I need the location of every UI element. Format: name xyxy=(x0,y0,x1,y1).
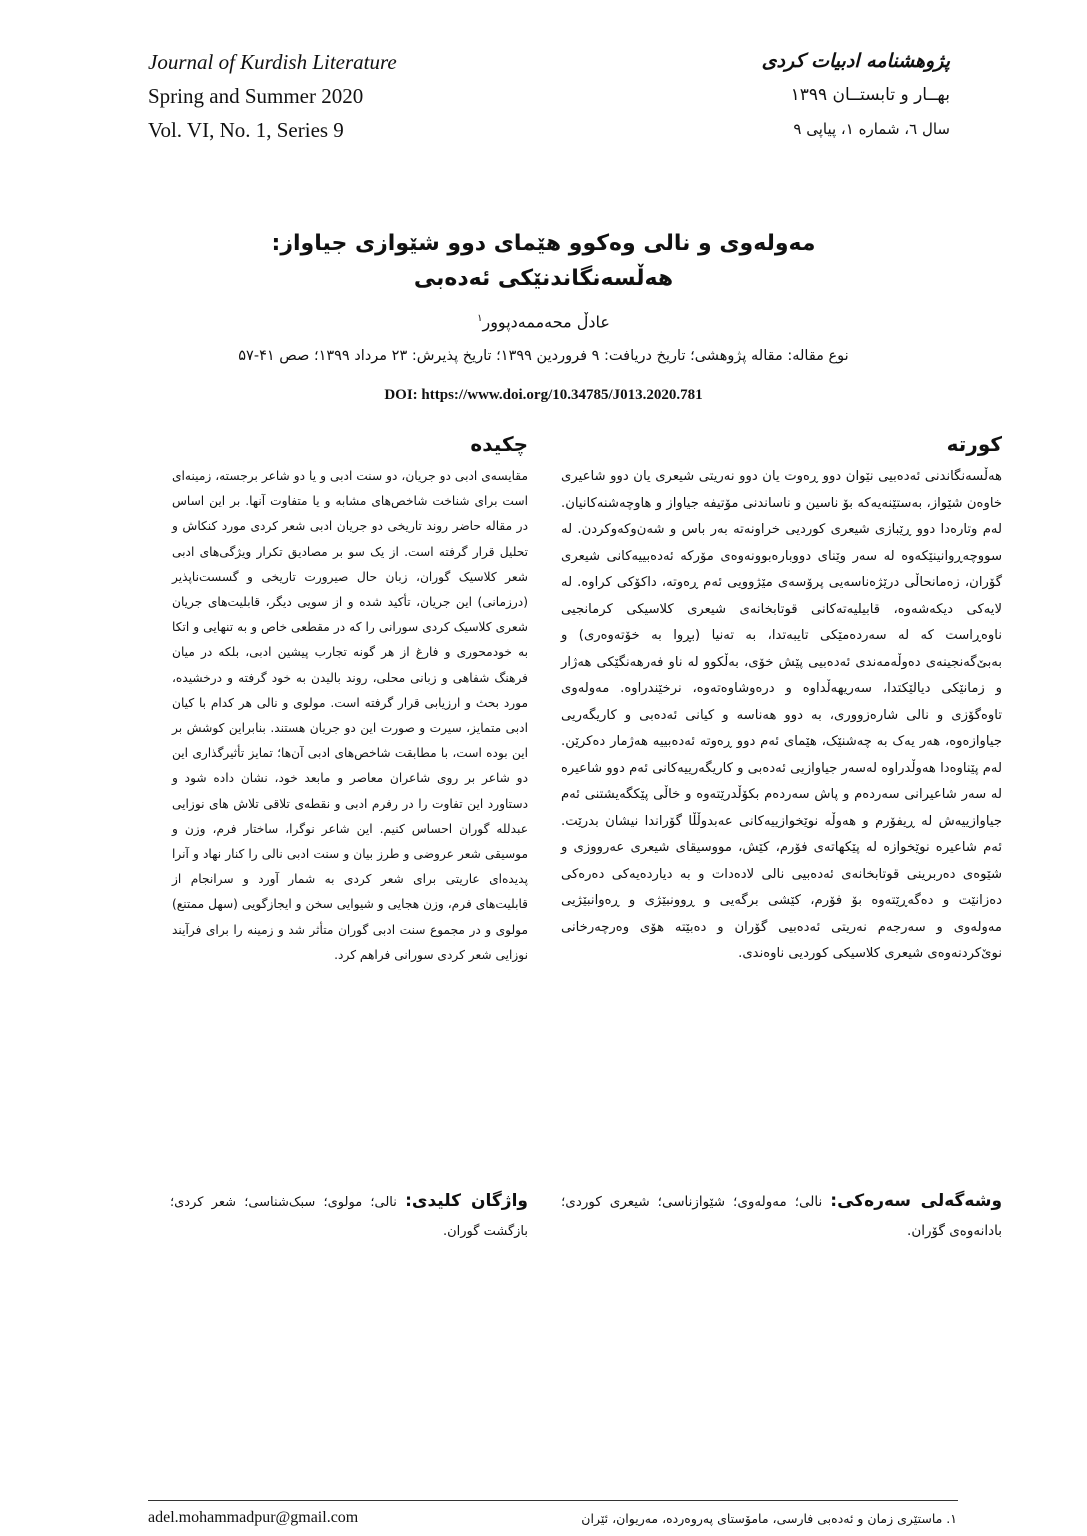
author-footnote: ۱. ماستێری زمان و ئەدەبی فارسی، مامۆستای پەروەردە، مەریوان، ئێران xyxy=(581,1511,957,1526)
keywords-persian xyxy=(170,1187,528,1246)
keywords-persian-text: نالی؛ مولوی؛ سبک‌شناسی؛ شعر کردی؛ بازگشت گوران. xyxy=(170,1195,528,1239)
header-english xyxy=(148,45,568,147)
author-email[interactable]: adel.mohammadpur@gmail.com xyxy=(148,1509,359,1526)
abstract-persian-heading: چکیده xyxy=(470,432,528,456)
author-note-mark: ۱ xyxy=(477,313,483,324)
season-en: Spring and Summer 2020 xyxy=(148,84,364,108)
journal-name-en: Journal of Kurdish Literature xyxy=(148,50,397,74)
abstract-persian xyxy=(172,428,528,968)
author-name: عادڵ محەممەدپوور xyxy=(482,312,610,332)
doi-link[interactable]: DOI: https://www.doi.org/10.34785/J013.2020.781 xyxy=(384,387,703,403)
article-title xyxy=(100,226,987,296)
abstract-kurdish xyxy=(561,428,1002,968)
author-line xyxy=(100,305,987,336)
keywords-kurdish xyxy=(561,1187,1002,1246)
abstract-persian-body: مقایسه‌ی ادبی دو جریان، دو سنت ادبی و یا دو شاعر برجسته، زمینه‌ای است برای شناخت شاخص‌های مشابه و یا متفاوت آنها. بر این اساس در مقاله حاضر روند تاریخی دو جریان ادبی شعر کردی مورد کنکاش و تحلیل قرار گرفته است. از یک سو بر مصادیق تکرار ویژگی‌های ادبی شعر کلاسیک گوران، زبان حال صیرورت تاریخی و گسست‌ناپذیر (درزمانی) این جریان، تأکید شده و از سویی دیگر، قابلیت‌های جریان شعری کلاسیک کردی سورانی را که در مقطعی خاص و به تنهایی و اتکا به خودمحوری و فارغ از هر گونه تجارب پیشین ادبی، بلکه در میان فرهنگ شفاهی و زبانی محلی، روند بالیدن به خود گرفته و درخشیده، مورد بحث و ارزیابی قرار گرفته است. مولوی و نالی هر کدام با کیان ادبی متمایز، سیرت و صورت این دو جریان هستند. بنابراین کوشش بر این بوده است، با مطابقت شاخص‌های ادبی آن‌ها؛ تمایز تأثیرگذاری این دو شاعر بر روی شاعران معاصر و مابعد خود، نشان داده شود و دستاورد این تفاوت را در رفرم ادبی و نقطه‌ی تلاقی تلاش های نوزایی عبدلله گوران احساس کنیم. این شاعر نوگرا، ساختار فرم، وزن و موسیقی شعر عروضی و طرز بیان و سنت ادبی نالی را کنار نهاد و آنرا پدیده‌ای عاریتی برای شعر کردی به شمار آورد و سرانجام از قابلیت‌های فرم، وزن هجایی و شیوایی سخن و ایجازگویی (سهل ممتنع) مولوی و در مجموع سنت ادبی گوران متأثر شد و زمینه را برای فرآیند نوزایی شعر کردی سورانی فراهم کرد. xyxy=(172,469,528,962)
keywords-kurdish-text: نالی؛ مەولەوی؛ شێوازناسی؛ شیعری کوردی؛ بادانەوەی گۆران. xyxy=(561,1194,1002,1239)
footer-divider xyxy=(148,1500,958,1501)
keywords-kurdish-label: وشەگەلی سەرەکی: xyxy=(830,1191,1003,1211)
volume-en: Vol. VI, No. 1, Series 9 xyxy=(148,118,344,142)
keywords-persian-label: واژگان کلیدی: xyxy=(405,1191,528,1211)
title-line-1: مەولەوی و نالی وەکوو هێمای دوو شێوازی جیاواز: xyxy=(271,231,816,256)
volume-fa: سال ٦، شماره ۱، پیاپی ۹ xyxy=(793,120,950,138)
article-meta: نوع مقاله: مقاله پژوهشی؛ تاریخ دریافت: ۹ فروردین ۱۳۹۹؛ تاریخ پذیرش: ۲۳ مرداد ۱۳۹۹؛ صص ۴۱-۵۷ xyxy=(238,348,849,364)
abstract-kurdish-body: هەڵسەنگاندنی ئەدەبیی نێوان دوو ڕەوت یان دوو نەریتی شیعری یان دوو شاعیری خاوەن شێواز، بەستێنەیەکە بۆ ناسین و ناساندنی مۆتیفە جیاواز و هاوچەشنەکانیان. لەم وتارەدا دوو ڕێبازی شیعری کوردیی خراونەتە بەر باس و شەن‌وکەوکردن. لە سووچەڕوانینێکەوە لە سەر وێنای دووبارەبوونەوەی مۆرکە ئەدەبییەکانی شیعری گۆران، زەمانحاڵی درێژەناسەیی پرۆسەی مێژوویی ئەم ڕەوتە، داکۆکی کراوە. لە لایەکی دیکەشەوە، قابیلیەتەکانی قوتابخانەی شیعری کلاسیکی کرمانجیی ناوەڕاست کە لە سەردەمێکی تایبەتدا، بە تەنیا (بڕوا بە خۆتەوەری) و بەبێ‌گەنجینەی دەوڵەمەندی ئەدەبیی پێش خۆی، بەڵکوو لە ناو فەرهەنگێکی هەژار و زمانێکی دیالێکتدا، سەریهەڵداوە و درەوشاوەتەوە، نرخێندراوە. مەولەوی تاوەگۆزی و نالی شارەزووری، بە دوو هەناسە و کیانی ئەدەبی و کاریگەریی جیاوازەوە، هەر یەک بە چەشنێک، هێمای ئەم دوو ڕەوتە ئەدەبییە هەژمار دەکرێن. لەم پێناوەدا هەوڵدراوە لەسەر جیاوازیی ئەدەبی و کاریگەرییەکانی ئەم دوو شاعیرە لە سەر شاعیرانی سەردەم و پاش سەردەم بکۆڵدرێتەوە و خاڵی پێکگەیشتنی ئەم جیاوازییەش لە ڕیفۆرم و هەوڵە نوێخوازییەکانی عەبدوڵڵا گۆراندا نیشان بدرێت. ئەم شاعیرە نوێخوازە لە پێکهاتەی فۆرم، کێش، مووسیقای شیعری عەرووزی و شێوەی دەربرینی قوتابخانەی ئەدەبیی نالی لادەدات و بە دیاردەیەکی دەرەکی دەزانێت و دەگەڕێتەوە بۆ فۆرم، کێشی برگەیی و ڕوونبێژی و ڕەوانبێژیی مەولەوی و سەرجەم نەریتی ئەدەبیی گۆران و دەبێتە هۆی وەرچەرخانی نوێ‌کردنەوەی شیعری کلاسیکی کوردیی ناوەندی. xyxy=(561,469,1002,961)
abstract-kurdish-heading: کورتە xyxy=(946,432,1002,456)
journal-name-fa: پژوهشنامه ادبیات کردی xyxy=(761,50,950,72)
season-fa: بهــار و تابستــان ۱۳۹۹ xyxy=(790,85,950,105)
title-line-2: هەڵسەنگاندنێکی ئەدەبی xyxy=(413,266,674,291)
header-persian xyxy=(590,45,950,145)
